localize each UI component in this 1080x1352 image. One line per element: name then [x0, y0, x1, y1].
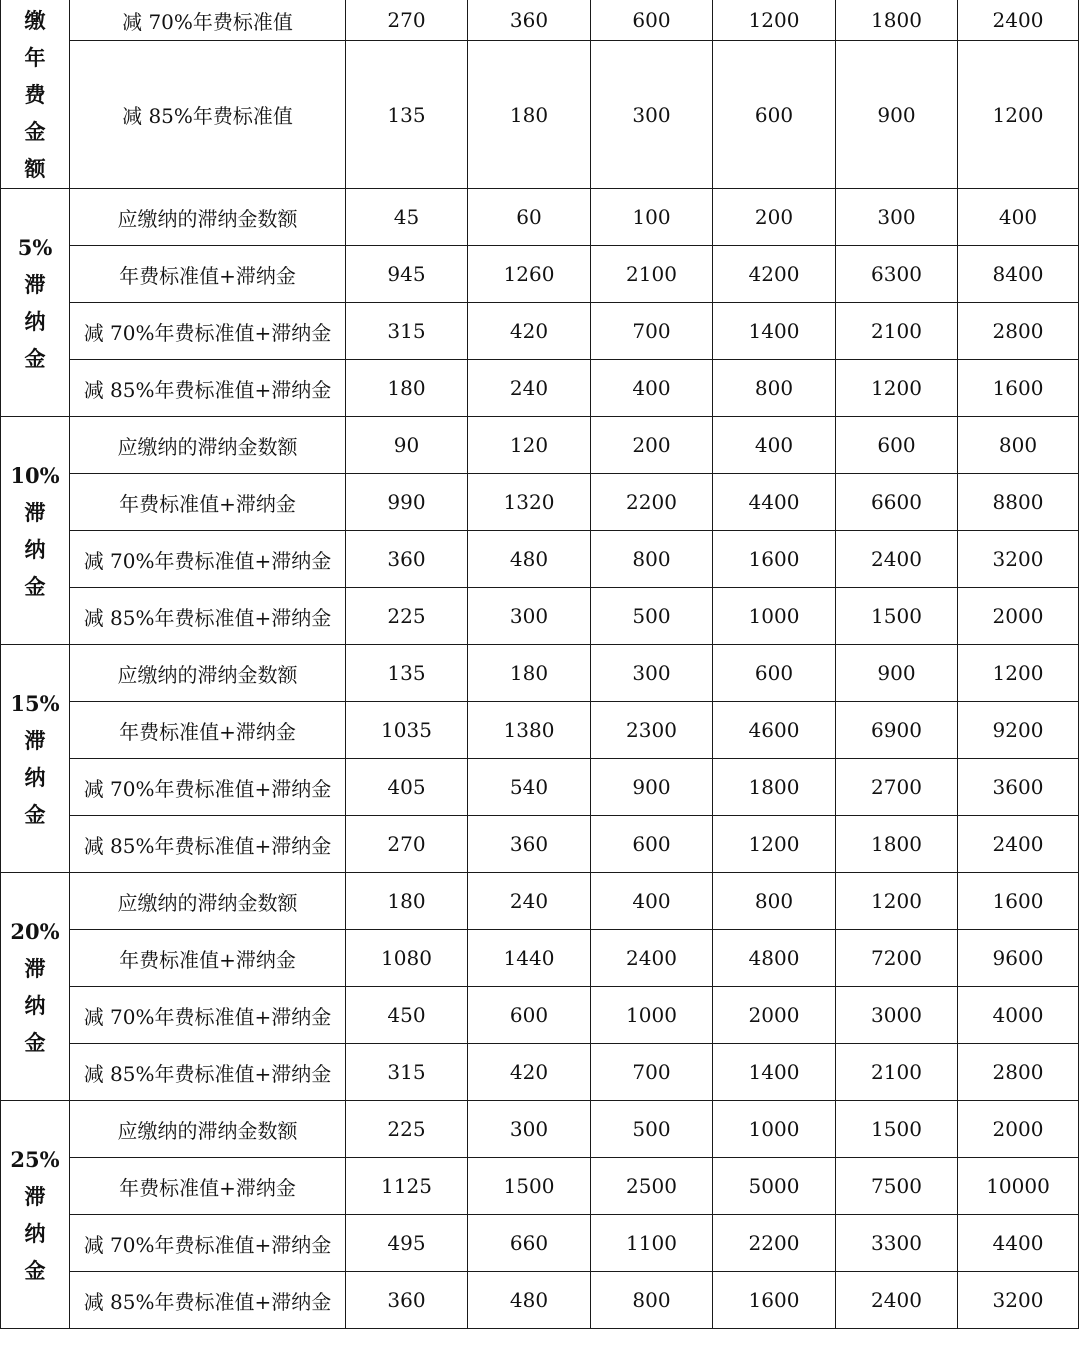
value-cell: 200 — [591, 417, 713, 474]
row-label: 应缴纳的滞纳金数额 — [70, 417, 346, 474]
value-cell: 450 — [346, 987, 468, 1044]
table-row — [1, 189, 1079, 246]
value-cell: 1200 — [713, 816, 836, 873]
value-cell: 1000 — [713, 1101, 836, 1158]
value-cell: 600 — [468, 987, 591, 1044]
value-cell: 500 — [591, 588, 713, 645]
value-cell: 300 — [468, 1101, 591, 1158]
table-row — [1, 1272, 1079, 1329]
value-cell: 1400 — [713, 1044, 836, 1101]
group-label-line: 纳 — [24, 1220, 46, 1246]
table-row — [1, 588, 1079, 645]
value-cell: 240 — [468, 360, 591, 417]
value-cell: 270 — [346, 816, 468, 873]
group-label — [1, 189, 70, 417]
value-cell: 3000 — [836, 987, 958, 1044]
table-row — [1, 303, 1079, 360]
value-cell: 180 — [468, 41, 591, 189]
value-cell: 135 — [346, 645, 468, 702]
value-cell: 2100 — [836, 1044, 958, 1101]
value-cell: 45 — [346, 189, 468, 246]
value-cell: 2200 — [713, 1215, 836, 1272]
value-cell: 360 — [468, 816, 591, 873]
value-cell: 225 — [346, 588, 468, 645]
table-row — [1, 531, 1079, 588]
group-label-line: 滞 — [24, 1183, 46, 1209]
value-cell: 1100 — [591, 1215, 713, 1272]
value-cell: 600 — [591, 816, 713, 873]
value-cell: 100 — [591, 189, 713, 246]
table-row — [1, 41, 1079, 189]
value-cell: 700 — [591, 1044, 713, 1101]
value-cell: 135 — [346, 41, 468, 189]
row-label: 减 85%年费标准值+滞纳金 — [70, 1272, 346, 1329]
group-label-line: 费 — [24, 81, 46, 107]
value-cell: 600 — [591, 0, 713, 41]
value-cell: 800 — [713, 873, 836, 930]
value-cell: 2000 — [958, 588, 1079, 645]
group-label-line: 纳 — [24, 992, 46, 1018]
value-cell: 1800 — [836, 816, 958, 873]
value-cell: 1440 — [468, 930, 591, 987]
group-label-line: 金 — [24, 118, 46, 144]
table-row — [1, 645, 1079, 702]
table-row — [1, 873, 1079, 930]
group-label-line: 金 — [24, 801, 46, 827]
value-cell: 990 — [346, 474, 468, 531]
value-cell: 300 — [591, 645, 713, 702]
value-cell: 3200 — [958, 531, 1079, 588]
value-cell: 2400 — [958, 0, 1079, 41]
value-cell: 1320 — [468, 474, 591, 531]
value-cell: 1800 — [836, 0, 958, 41]
value-cell: 420 — [468, 303, 591, 360]
row-label: 减 85%年费标准值 — [70, 41, 346, 189]
value-cell: 9200 — [958, 702, 1079, 759]
value-cell: 540 — [468, 759, 591, 816]
value-cell: 800 — [958, 417, 1079, 474]
value-cell: 360 — [468, 0, 591, 41]
row-label: 应缴纳的滞纳金数额 — [70, 189, 346, 246]
value-cell: 2200 — [591, 474, 713, 531]
row-label: 年费标准值+滞纳金 — [70, 1158, 346, 1215]
value-cell: 2700 — [836, 759, 958, 816]
value-cell: 2500 — [591, 1158, 713, 1215]
group-label-line: 25% — [10, 1146, 60, 1172]
value-cell: 1000 — [713, 588, 836, 645]
value-cell: 800 — [713, 360, 836, 417]
row-label: 应缴纳的滞纳金数额 — [70, 1101, 346, 1158]
value-cell: 3600 — [958, 759, 1079, 816]
value-cell: 60 — [468, 189, 591, 246]
value-cell: 270 — [346, 0, 468, 41]
value-cell: 180 — [346, 360, 468, 417]
group-label-line: 纳 — [24, 536, 46, 562]
row-label: 应缴纳的滞纳金数额 — [70, 645, 346, 702]
row-label: 应缴纳的滞纳金数额 — [70, 873, 346, 930]
value-cell: 400 — [713, 417, 836, 474]
group-label — [1, 873, 70, 1101]
value-cell: 1035 — [346, 702, 468, 759]
value-cell: 200 — [713, 189, 836, 246]
group-label — [1, 417, 70, 645]
group-label-line: 滞 — [24, 271, 46, 297]
value-cell: 495 — [346, 1215, 468, 1272]
group-label-line: 滞 — [24, 727, 46, 753]
group-label-line: 15% — [10, 690, 60, 716]
value-cell: 120 — [468, 417, 591, 474]
value-cell: 900 — [591, 759, 713, 816]
value-cell: 900 — [836, 41, 958, 189]
value-cell: 360 — [346, 1272, 468, 1329]
value-cell: 4400 — [713, 474, 836, 531]
value-cell: 300 — [836, 189, 958, 246]
group-label-line: 纳 — [24, 764, 46, 790]
value-cell: 1200 — [836, 873, 958, 930]
value-cell: 300 — [468, 588, 591, 645]
group-label-line: 金 — [24, 573, 46, 599]
value-cell: 2400 — [591, 930, 713, 987]
value-cell: 1200 — [713, 0, 836, 41]
value-cell: 6900 — [836, 702, 958, 759]
value-cell: 700 — [591, 303, 713, 360]
value-cell: 2300 — [591, 702, 713, 759]
value-cell: 180 — [346, 873, 468, 930]
value-cell: 1200 — [958, 645, 1079, 702]
value-cell: 5000 — [713, 1158, 836, 1215]
table-row — [1, 1044, 1079, 1101]
value-cell: 1800 — [713, 759, 836, 816]
value-cell: 600 — [713, 41, 836, 189]
value-cell: 2400 — [958, 816, 1079, 873]
group-label-line: 金 — [24, 345, 46, 371]
value-cell: 6600 — [836, 474, 958, 531]
group-label-line: 5% — [17, 234, 53, 260]
value-cell: 1000 — [591, 987, 713, 1044]
row-label: 减 70%年费标准值+滞纳金 — [70, 759, 346, 816]
value-cell: 400 — [591, 360, 713, 417]
value-cell: 3300 — [836, 1215, 958, 1272]
value-cell: 2100 — [591, 246, 713, 303]
value-cell: 420 — [468, 1044, 591, 1101]
value-cell: 2800 — [958, 303, 1079, 360]
table-row — [1, 246, 1079, 303]
value-cell: 1200 — [958, 41, 1079, 189]
value-cell: 300 — [591, 41, 713, 189]
table-row — [1, 930, 1079, 987]
value-cell: 945 — [346, 246, 468, 303]
group-label — [1, 0, 70, 189]
value-cell: 8400 — [958, 246, 1079, 303]
group-label-line: 20% — [10, 918, 60, 944]
value-cell: 10000 — [958, 1158, 1079, 1215]
value-cell: 9600 — [958, 930, 1079, 987]
table-row — [1, 0, 1079, 41]
value-cell: 7200 — [836, 930, 958, 987]
group-label-line: 金 — [24, 1029, 46, 1055]
table-row — [1, 1158, 1079, 1215]
table-row — [1, 360, 1079, 417]
group-label-line: 纳 — [24, 308, 46, 334]
value-cell: 800 — [591, 1272, 713, 1329]
fee-table-body — [1, 0, 1079, 1329]
value-cell: 660 — [468, 1215, 591, 1272]
value-cell: 4800 — [713, 930, 836, 987]
value-cell: 225 — [346, 1101, 468, 1158]
group-label-line: 滞 — [24, 499, 46, 525]
row-label: 减 85%年费标准值+滞纳金 — [70, 1044, 346, 1101]
value-cell: 400 — [591, 873, 713, 930]
value-cell: 1600 — [958, 360, 1079, 417]
value-cell: 4600 — [713, 702, 836, 759]
value-cell: 360 — [346, 531, 468, 588]
value-cell: 1260 — [468, 246, 591, 303]
value-cell: 1400 — [713, 303, 836, 360]
value-cell: 240 — [468, 873, 591, 930]
row-label: 减 70%年费标准值+滞纳金 — [70, 531, 346, 588]
row-label: 减 70%年费标准值+滞纳金 — [70, 1215, 346, 1272]
table-row — [1, 1215, 1079, 1272]
table-row — [1, 816, 1079, 873]
value-cell: 2100 — [836, 303, 958, 360]
group-label-line: 10% — [10, 462, 60, 488]
value-cell: 2400 — [836, 1272, 958, 1329]
row-label: 年费标准值+滞纳金 — [70, 474, 346, 531]
value-cell: 1600 — [713, 1272, 836, 1329]
table-row — [1, 987, 1079, 1044]
value-cell: 1500 — [836, 1101, 958, 1158]
value-cell: 600 — [836, 417, 958, 474]
group-label-line: 滞 — [24, 955, 46, 981]
value-cell: 2800 — [958, 1044, 1079, 1101]
value-cell: 400 — [958, 189, 1079, 246]
row-label: 减 70%年费标准值+滞纳金 — [70, 303, 346, 360]
value-cell: 180 — [468, 645, 591, 702]
table-row — [1, 1101, 1079, 1158]
value-cell: 1600 — [958, 873, 1079, 930]
value-cell: 2000 — [713, 987, 836, 1044]
table-row — [1, 702, 1079, 759]
value-cell: 800 — [591, 531, 713, 588]
value-cell: 3200 — [958, 1272, 1079, 1329]
group-label — [1, 645, 70, 873]
group-label-line: 额 — [24, 155, 46, 181]
value-cell: 315 — [346, 303, 468, 360]
value-cell: 1125 — [346, 1158, 468, 1215]
row-label: 年费标准值+滞纳金 — [70, 246, 346, 303]
group-label-line: 金 — [24, 1257, 46, 1283]
row-label: 减 85%年费标准值+滞纳金 — [70, 816, 346, 873]
row-label: 减 85%年费标准值+滞纳金 — [70, 360, 346, 417]
value-cell: 4000 — [958, 987, 1079, 1044]
value-cell: 8800 — [958, 474, 1079, 531]
value-cell: 1500 — [468, 1158, 591, 1215]
value-cell: 480 — [468, 531, 591, 588]
value-cell: 480 — [468, 1272, 591, 1329]
group-label-line: 年 — [24, 44, 46, 70]
value-cell: 900 — [836, 645, 958, 702]
value-cell: 1380 — [468, 702, 591, 759]
value-cell: 1600 — [713, 531, 836, 588]
group-label — [1, 1101, 70, 1329]
table-row — [1, 417, 1079, 474]
group-label-line: 缴 — [24, 7, 46, 33]
value-cell: 7500 — [836, 1158, 958, 1215]
value-cell: 500 — [591, 1101, 713, 1158]
row-label: 减 70%年费标准值 — [70, 0, 346, 41]
value-cell: 600 — [713, 645, 836, 702]
value-cell: 90 — [346, 417, 468, 474]
value-cell: 4400 — [958, 1215, 1079, 1272]
value-cell: 1500 — [836, 588, 958, 645]
value-cell: 1200 — [836, 360, 958, 417]
value-cell: 2400 — [836, 531, 958, 588]
value-cell: 315 — [346, 1044, 468, 1101]
row-label: 减 85%年费标准值+滞纳金 — [70, 588, 346, 645]
value-cell: 405 — [346, 759, 468, 816]
value-cell: 1080 — [346, 930, 468, 987]
row-label: 年费标准值+滞纳金 — [70, 702, 346, 759]
value-cell: 6300 — [836, 246, 958, 303]
row-label: 减 70%年费标准值+滞纳金 — [70, 987, 346, 1044]
table-row — [1, 759, 1079, 816]
value-cell: 4200 — [713, 246, 836, 303]
table-row — [1, 474, 1079, 531]
row-label: 年费标准值+滞纳金 — [70, 930, 346, 987]
value-cell: 2000 — [958, 1101, 1079, 1158]
